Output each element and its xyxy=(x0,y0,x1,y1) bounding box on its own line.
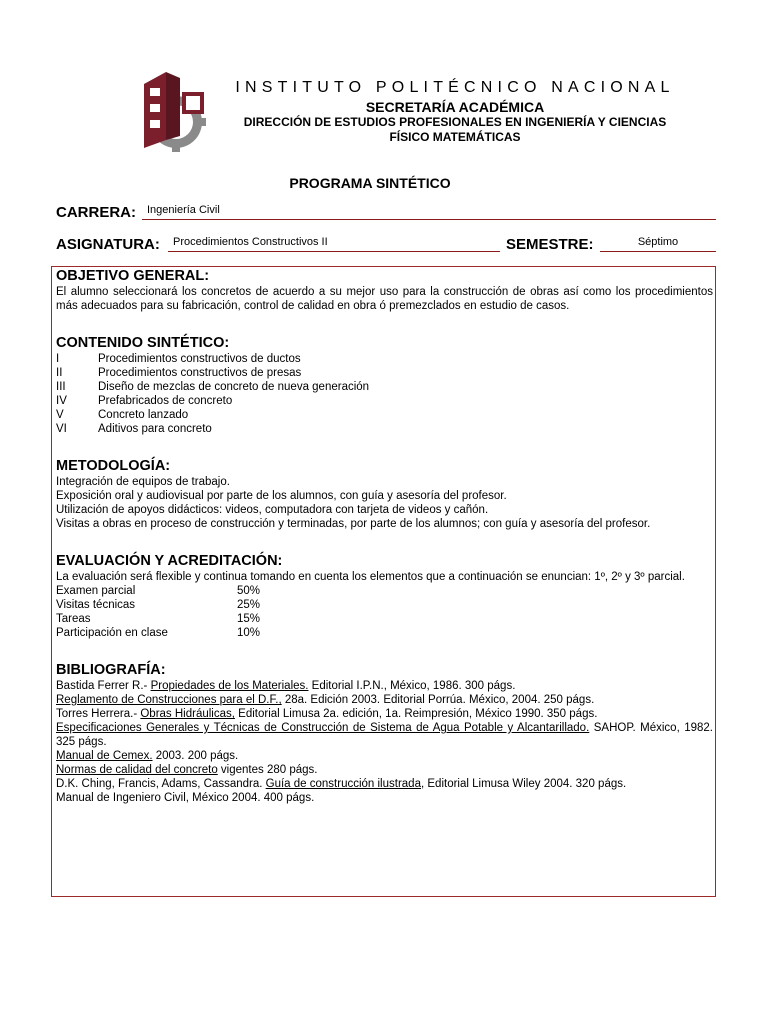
evaluation-name: Participación en clase xyxy=(56,627,168,639)
carrera-label: CARRERA: xyxy=(56,204,136,221)
item-number: III xyxy=(56,381,66,393)
semestre-value xyxy=(600,236,716,252)
asignatura-value-text: Procedimientos Constructivos II xyxy=(173,236,328,248)
ref-author: D.K. Ching, Francis, Adams, Cassandra. xyxy=(56,778,266,790)
ref-title: Especificaciones Generales y Técnicas de Construcción de Sistema de Agua Potable y Alcantarillado. xyxy=(56,722,590,734)
ref-details: Editorial I.P.N., México, 1986. 300 págs. xyxy=(308,680,516,692)
direction-line-2: FÍSICO MATEMÁTICAS xyxy=(389,130,521,144)
metodologia-title: METODOLOGÍA: xyxy=(56,458,171,474)
evaluation-item xyxy=(56,584,713,598)
evaluation-name: Examen parcial xyxy=(56,585,136,597)
objetivo-title: OBJETIVO GENERAL: xyxy=(56,268,210,284)
ref-details: Editorial Limusa 2a. edición, 1a. Reimpresión, México 1990. 350 págs. xyxy=(234,708,598,720)
bibliografia-title: BIBLIOGRAFÍA: xyxy=(56,662,166,678)
ref-author: Bastida Ferrer R.- xyxy=(56,680,151,692)
ref-details: vigentes 280 págs. xyxy=(217,764,318,776)
direction-name xyxy=(210,115,700,145)
bibliography-entry xyxy=(56,707,713,721)
ref-title: Obras Hidráulicas, xyxy=(140,708,235,720)
item-text: Aditivos para concreto xyxy=(98,423,212,435)
item-text: Procedimientos constructivos de presas xyxy=(98,367,302,379)
semestre-label: SEMESTRE: xyxy=(506,236,594,253)
institution-name: INSTITUTO POLITÉCNICO NACIONAL xyxy=(235,79,675,96)
evaluation-item xyxy=(56,598,713,612)
bibliography-entry xyxy=(56,679,713,693)
program-title: PROGRAMA SINTÉTICO xyxy=(289,175,451,191)
secretary-name: SECRETARÍA ACADÉMICA xyxy=(365,99,545,115)
ref-title: Manual de Cemex. xyxy=(56,750,153,762)
ipn-logo xyxy=(136,70,212,152)
asignatura-label: ASIGNATURA: xyxy=(56,236,160,253)
ref-author: Torres Herrera.- xyxy=(56,708,141,720)
evaluation-item xyxy=(56,612,713,626)
list-item xyxy=(56,408,713,422)
list-item xyxy=(56,366,713,380)
evaluation-percent: 15% xyxy=(237,613,261,625)
bibliography-entry xyxy=(56,693,713,707)
evaluation-percent: 10% xyxy=(237,627,261,639)
item-text: Procedimientos constructivos de ductos xyxy=(98,353,301,365)
item-text: Prefabricados de concreto xyxy=(98,395,233,407)
program-content xyxy=(56,268,713,805)
list-item xyxy=(56,394,713,408)
ref-title: Reglamento de Construcciones para el D.F., xyxy=(56,694,282,706)
ref-title: Guía de construcción ilustrada xyxy=(265,778,421,790)
ref-title: Normas de calidad del concreto xyxy=(56,764,218,776)
evaluation-name: Tareas xyxy=(56,613,91,625)
ref-details: 28a. Edición 2003. Editorial Porrúa. México, 2004. 250 págs. xyxy=(281,694,595,706)
item-number: II xyxy=(56,367,63,379)
list-item xyxy=(56,422,713,436)
evaluacion-title: EVALUACIÓN Y ACREDITACIÓN: xyxy=(56,553,283,569)
contenido-list xyxy=(56,352,713,436)
item-number: V xyxy=(56,409,64,421)
asignatura-value xyxy=(168,236,500,252)
list-item xyxy=(56,380,713,394)
item-text: Concreto lanzado xyxy=(98,409,189,421)
bibliography-entry xyxy=(56,749,713,763)
ipn-shield-icon xyxy=(136,70,212,152)
bibliography-entry xyxy=(56,763,713,777)
list-item xyxy=(56,352,713,366)
metodologia-line: Utilización de apoyos didácticos: videos, computadora con tarjeta de videos y cañón. xyxy=(56,504,489,516)
direction-line-1: DIRECCIÓN DE ESTUDIOS PROFESIONALES EN INGENIERÍA Y CIENCIAS xyxy=(243,115,667,129)
item-number: VI xyxy=(56,423,67,435)
item-text: Diseño de mezclas de concreto de nueva generación xyxy=(98,381,370,393)
ref-title: Propiedades de los Materiales. xyxy=(150,680,309,692)
item-number: I xyxy=(56,353,60,365)
evaluation-name: Visitas técnicas xyxy=(56,599,136,611)
carrera-value-text: Ingeniería Civil xyxy=(147,204,220,216)
metodologia-line: Visitas a obras en proceso de construcción y terminadas, por parte de los alumnos; con guía y asesoría del profesor. xyxy=(56,518,651,530)
ref-author: Manual de Ingeniero Civil, México 2004. 400 págs. xyxy=(56,792,315,804)
ref-details: SAHOP. México, 1982. 325 págs. xyxy=(56,722,714,748)
item-number: IV xyxy=(56,395,67,407)
semestre-value-text: Séptimo xyxy=(637,236,679,248)
bibliography-entry xyxy=(56,791,713,805)
evaluation-percent: 25% xyxy=(237,599,261,611)
carrera-value xyxy=(142,204,716,220)
evaluation-percent: 50% xyxy=(237,585,261,597)
metodologia-line: Integración de equipos de trabajo. xyxy=(56,476,230,488)
evaluation-item xyxy=(56,626,713,640)
ref-details: 2003. 200 págs. xyxy=(152,750,239,762)
evaluacion-intro: La evaluación será flexible y continua tomando en cuenta los elementos que a continuación se enuncian: 1º, 2º y 3º parcial. xyxy=(56,571,685,583)
objetivo-text: El alumno seleccionará los concretos de acuerdo a su mejor uso para la construcción de obras así como los procedimientos más adecuados para su fabricación, control de calidad en obra ó premezclados en estudio de casos. xyxy=(56,286,713,312)
bibliography-entry xyxy=(56,777,713,791)
metodologia-line: Exposición oral y audiovisual por parte de los alumnos, con guía y asesoría del profesor. xyxy=(56,490,507,502)
ref-details: , Editorial Limusa Wiley 2004. 320 págs. xyxy=(420,778,627,790)
bibliography-entry xyxy=(56,721,713,749)
contenido-title: CONTENIDO SINTÉTICO: xyxy=(56,335,230,351)
